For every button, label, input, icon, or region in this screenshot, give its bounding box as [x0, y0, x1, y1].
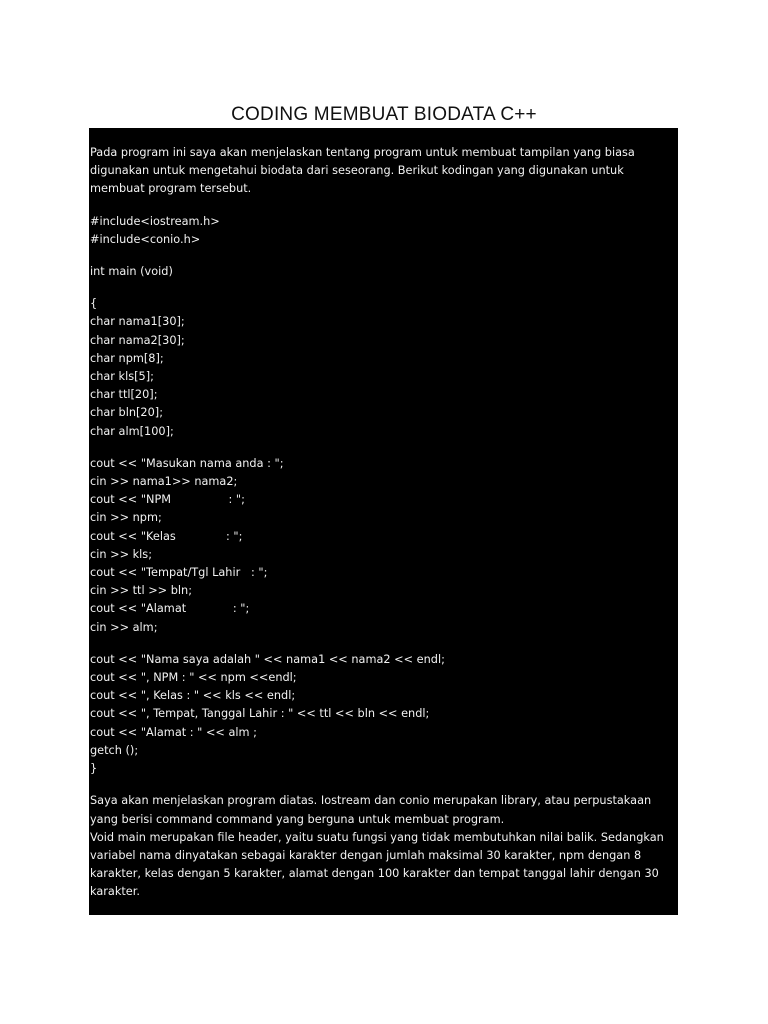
code-line: int main (void)	[90, 265, 173, 279]
code-line: char kls[5];	[90, 370, 154, 384]
code-line: getch ();	[90, 743, 139, 757]
code-line: #include<conio.h>	[90, 232, 201, 246]
code-line: cout << "Alamat : " << alm ;	[90, 725, 257, 739]
code-line: cin >> ttl >> bln;	[90, 584, 193, 598]
code-line: char bln[20];	[90, 406, 163, 420]
code-line: cin >> nama1>> nama2;	[90, 475, 238, 489]
code-line: cout << "Nama saya adalah " << nama1 << nama2 << endl;	[90, 652, 445, 666]
code-block-includes	[90, 213, 678, 249]
code-line: cin >> alm;	[90, 620, 158, 634]
code-line: cout << "Tempat/Tgl Lahir : ";	[90, 566, 268, 580]
code-line: {	[90, 297, 98, 311]
code-line: cout << "Alamat : ";	[90, 602, 250, 616]
code-line: cin >> npm;	[90, 511, 162, 525]
code-line: cin >> kls;	[90, 547, 152, 561]
code-block-input	[90, 455, 678, 637]
code-line: char alm[100];	[90, 424, 174, 438]
explanation-paragraph: Saya akan menjelaskan program diatas. Iostream dan conio merupakan library, atau perpustakaan yang berisi command command yang berguna untuk membuat program.	[90, 794, 652, 826]
code-line: char nama1[30];	[90, 315, 185, 329]
code-line: char npm[8];	[90, 351, 164, 365]
code-panel	[89, 128, 678, 915]
document-title: CODING MEMBUAT BIODATA C++	[231, 104, 537, 125]
code-line: char nama2[30];	[90, 333, 185, 347]
code-block-output	[90, 651, 678, 778]
code-line: char ttl[20];	[90, 388, 158, 402]
explanation-section	[90, 792, 678, 901]
code-line: cout << "NPM : ";	[90, 493, 245, 507]
intro-paragraph: Pada program ini saya akan menjelaskan tentang program untuk membuat tampilan yang biasa digunakan untuk mengetahui biodata dari seseorang. Berikut kodingan yang digunakan untuk membuat program tersebut.	[90, 146, 635, 196]
explanation-paragraph: Void main merupakan file header, yaitu suatu fungsi yang tidak membutuhkan nilai balik. Sedangkan variabel nama dinyatakan sebagai karakter dengan jumlah maksimal 30 karakter, npm dengan 8 karakter, kelas dengan 5 karakter, alamat dengan 100 karakter dan tempat tanggal lahir dengan 30 karakter.	[90, 830, 664, 899]
code-line: cout << ", Kelas : " << kls << endl;	[90, 689, 296, 703]
code-line: #include<iostream.h>	[90, 214, 220, 228]
code-line: cout << ", NPM : " << npm <<endl;	[90, 671, 297, 685]
code-line: cout << ", Tempat, Tanggal Lahir : " << ttl << bln << endl;	[90, 707, 430, 721]
code-line: cout << "Kelas : ";	[90, 529, 243, 543]
code-block-declarations	[90, 295, 678, 441]
code-block-main	[90, 263, 678, 281]
code-line: cout << "Masukan nama anda : ";	[90, 456, 284, 470]
code-line: }	[90, 762, 98, 776]
